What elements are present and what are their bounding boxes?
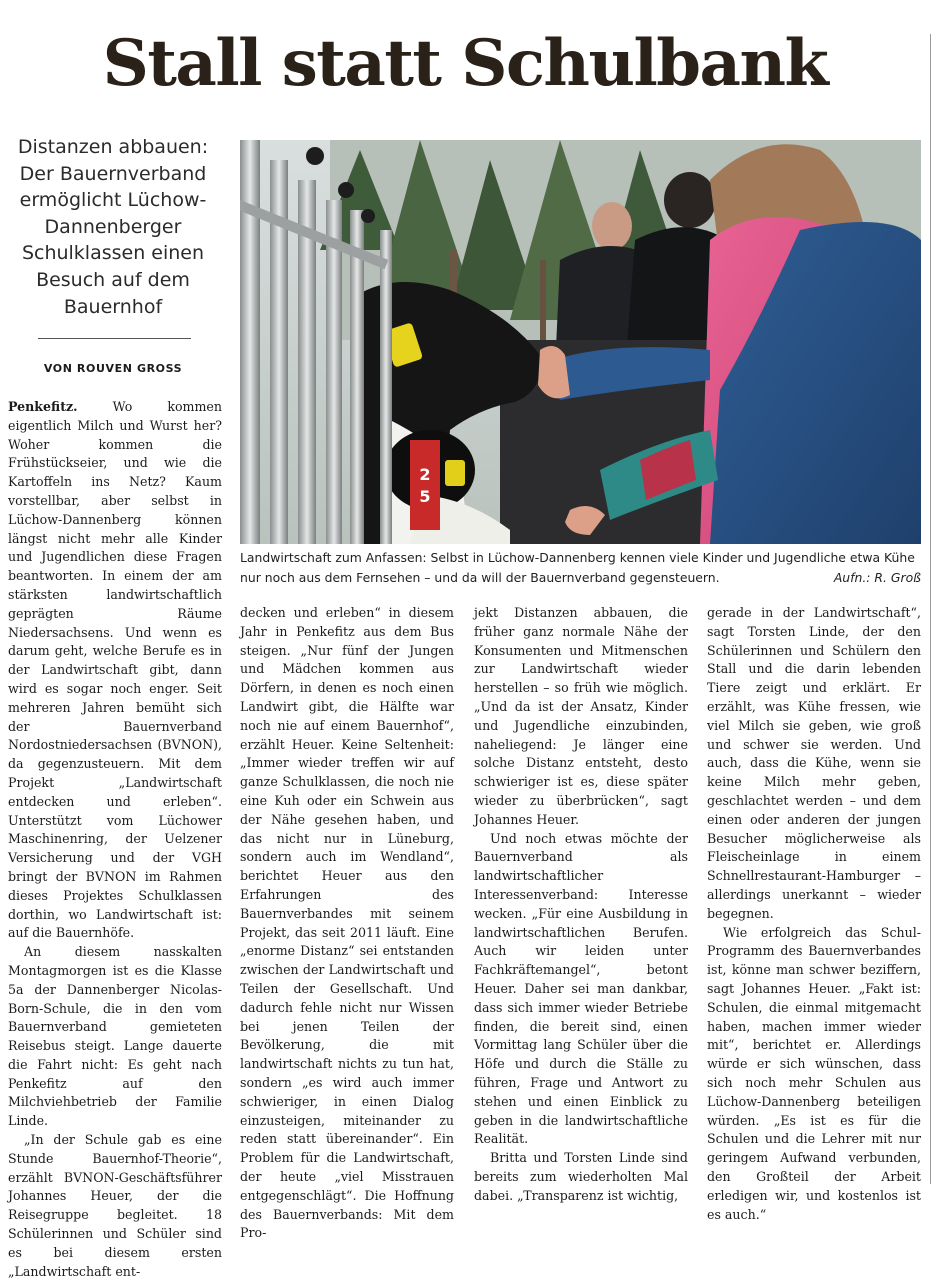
photo-caption — [240, 548, 921, 587]
byline: VON ROUVEN GROSS — [43, 362, 183, 375]
paragraph: An diesem nasskalten Montagmorgen ist es die Klasse 5a der Dannenberger Nicolas-Born-Schule, die in den vom Bauernverband gemieteten Reisebus steigt. Lange dauerte die Fahrt nicht: Es geht nach Penkefitz auf den Milchviehbetrieb der Familie Linde. — [8, 944, 222, 1129]
ear-tag-number: 2 — [419, 465, 431, 484]
paragraph: „In der Schule gab es eine Stunde Bauernhof-Theorie“, erzählt BVNON-Geschäftsführer Johannes Heuer, der die Reisegruppe begleitet. 18 Schülerinnen und Schüler sind es bei diesem ersten „Landwirtschaft ent- — [8, 1132, 222, 1279]
paragraph: jekt Distanzen abbauen, die früher ganz normale Nähe der Konsumenten und Mitmenschen zur Landwirtschaft wieder herstellen – so früh wie möglich. „Und da ist der Ansatz, Kinder und Jugendliche einzubinden, naheliegend: Je länger eine solche Distanz entsteht, desto schwieriger ist es, diese später wieder zu überbrücken“, sagt Johannes Heuer. — [474, 605, 688, 827]
page-right-rule — [930, 34, 931, 1184]
article-photo — [240, 140, 921, 544]
paragraph: Und noch etwas möchte der Bauernverband als landwirtschaftlicher Interessenverband: Interesse wecken. „Für eine Ausbildung in landwirtschaftlichen Berufen. Auch wir leiden unter Fachkräftemangel“, betont Heuer. Daher sei man dankbar, dass sich immer wieder Betriebe finden, die bereit sind, einen Vormittag lang Schüler über die Höfe und durch die Ställe zu führen, Frage und Antwort zu stehen und einen Einblick zu geben in die landwirtschaftliche Realität. — [474, 830, 688, 1147]
svg-text:5: 5 — [419, 487, 431, 506]
paragraph: gerade in der Landwirtschaft“, sagt Torsten Linde, der den Schülerinnen und Schülern den Stall und die darin lebenden Tiere zeigt und erklärt. Er erzählt, was Kühe fressen, wie viel Milch sie geben, wie groß und schwer sie werden. Und auch, dass die Kühe, wenn sie keine Milch mehr geben, geschlachtet werden – und dem einen oder anderen der jungen Besucher möglicherweise als Fleischeinlage in einem Schnellrestaurant-Hamburger – allerdings unerkannt – wieder begegnen. — [707, 605, 921, 921]
headline: Stall statt Schulbank — [102, 26, 828, 101]
article-column-3 — [474, 604, 688, 1206]
subheadline: Distanzen abbauen: Der Bauernverband ermöglicht Lüchow-Dannenberger Schulklassen einen Besuch auf dem Bauernhof — [17, 136, 209, 318]
paragraph: Britta und Torsten Linde sind bereits zum wiederholten Mal dabei. „Transparenz ist wichtig, — [474, 1150, 688, 1203]
article-column-4 — [707, 604, 921, 1224]
paragraph: decken und erleben“ in diesem Jahr in Penkefitz aus dem Bus steigen. „Nur fünf der Jungen und Mädchen kommen aus Dörfern, in denen es noch einen Landwirt gibt, die Hälfte war noch nie auf einem Bauernhof“, erzählt Heuer. Keine Seltenheit: „Immer wieder treffen wir auf ganze Schulklassen, die noch nie eine Kuh oder ein Schwein aus der Nähe gesehen haben, und das nicht nur in Lüneburg, sondern auch im Wendland“, berichtet Heuer aus den Erfahrungen des Bauernverbandes mit seinem Projekt, das seit 2011 läuft. Eine „enorme Distanz“ sei entstanden zwischen der Landwirtschaft und Teilen der Gesellschaft. Und dadurch fehle nicht nur Wissen bei jenen Teilen der Bevölkerung, die mit landwirtschaft nichts zu tun hat, sondern „es wird auch immer schwieriger, in einen Dialog einzusteigen, miteinander zu reden statt übereinander“. Ein Problem für die Landwirtschaft, der heute „viel Misstrauen entgegenschlägt“. Die Hoffnung des Bauernverbands: Mit dem Pro- — [240, 605, 454, 1241]
article-column-1 — [8, 398, 222, 1281]
caption-text: Landwirtschaft zum Anfassen: Selbst in Lüchow-Dannenberg kennen viele Kinder und Jugendliche etwa Kühe nur noch aus dem Fernsehen – und da will der Bauernverband gegensteuern. — [240, 550, 915, 585]
article-column-2 — [240, 604, 454, 1243]
photo-credit: Aufn.: R. Groß — [833, 569, 921, 585]
paragraph: Penkefitz. Wo kommen eigentlich Milch und Wurst her? Woher kommen die Frühstückseier, und wie die Kartoffeln ins Netz? Kaum vorstellbar, aber selbst in Lüchow-Dannenberg können längst nicht mehr alle Kinder und Jugendlichen diese Fragen beantworten. In einem der am stärksten landwirtschaftlich geprägten Räume Niedersachsens. Und wenn es darum geht, welche Berufe es in der Landwirtschaft gibt, dann wird es sogar noch enger. Seit mehreren Jahren bemüht sich der Bauernverband Nordostniedersachsen (BVNON), da gegenzusteuern. Mit dem Projekt „Landwirtschaft entdecken und erleben“. Unterstützt vom Lüchower Maschinenring, der Uelzener Versicherung und der VGH bringt der BVNON im Rahmen dieses Projektes Schulklassen dorthin, wo Landwirtschaft ist: auf die Bauernhöfe. — [8, 399, 222, 941]
paragraph: Wie erfolgreich das Schul-Programm des Bauernverbandes ist, könne man schwer beziffern, sagt Johannes Heuer. „Fakt ist: Schulen, die einmal mitgemacht haben, machen immer wieder mit“, berichtet er. Allerdings würde er sich wünschen, dass sich noch mehr Schulen aus Lüchow-Dannenberg beteiligen würden. „Es ist es für die Schulen und die Lehrer mit nur geringem Aufwand verbunden, den Großteil der Arbeit erledigen wir, und kostenlos ist es auch.“ — [707, 924, 921, 1222]
byline-divider — [38, 338, 191, 339]
dateline: Penkefitz. — [8, 399, 78, 414]
